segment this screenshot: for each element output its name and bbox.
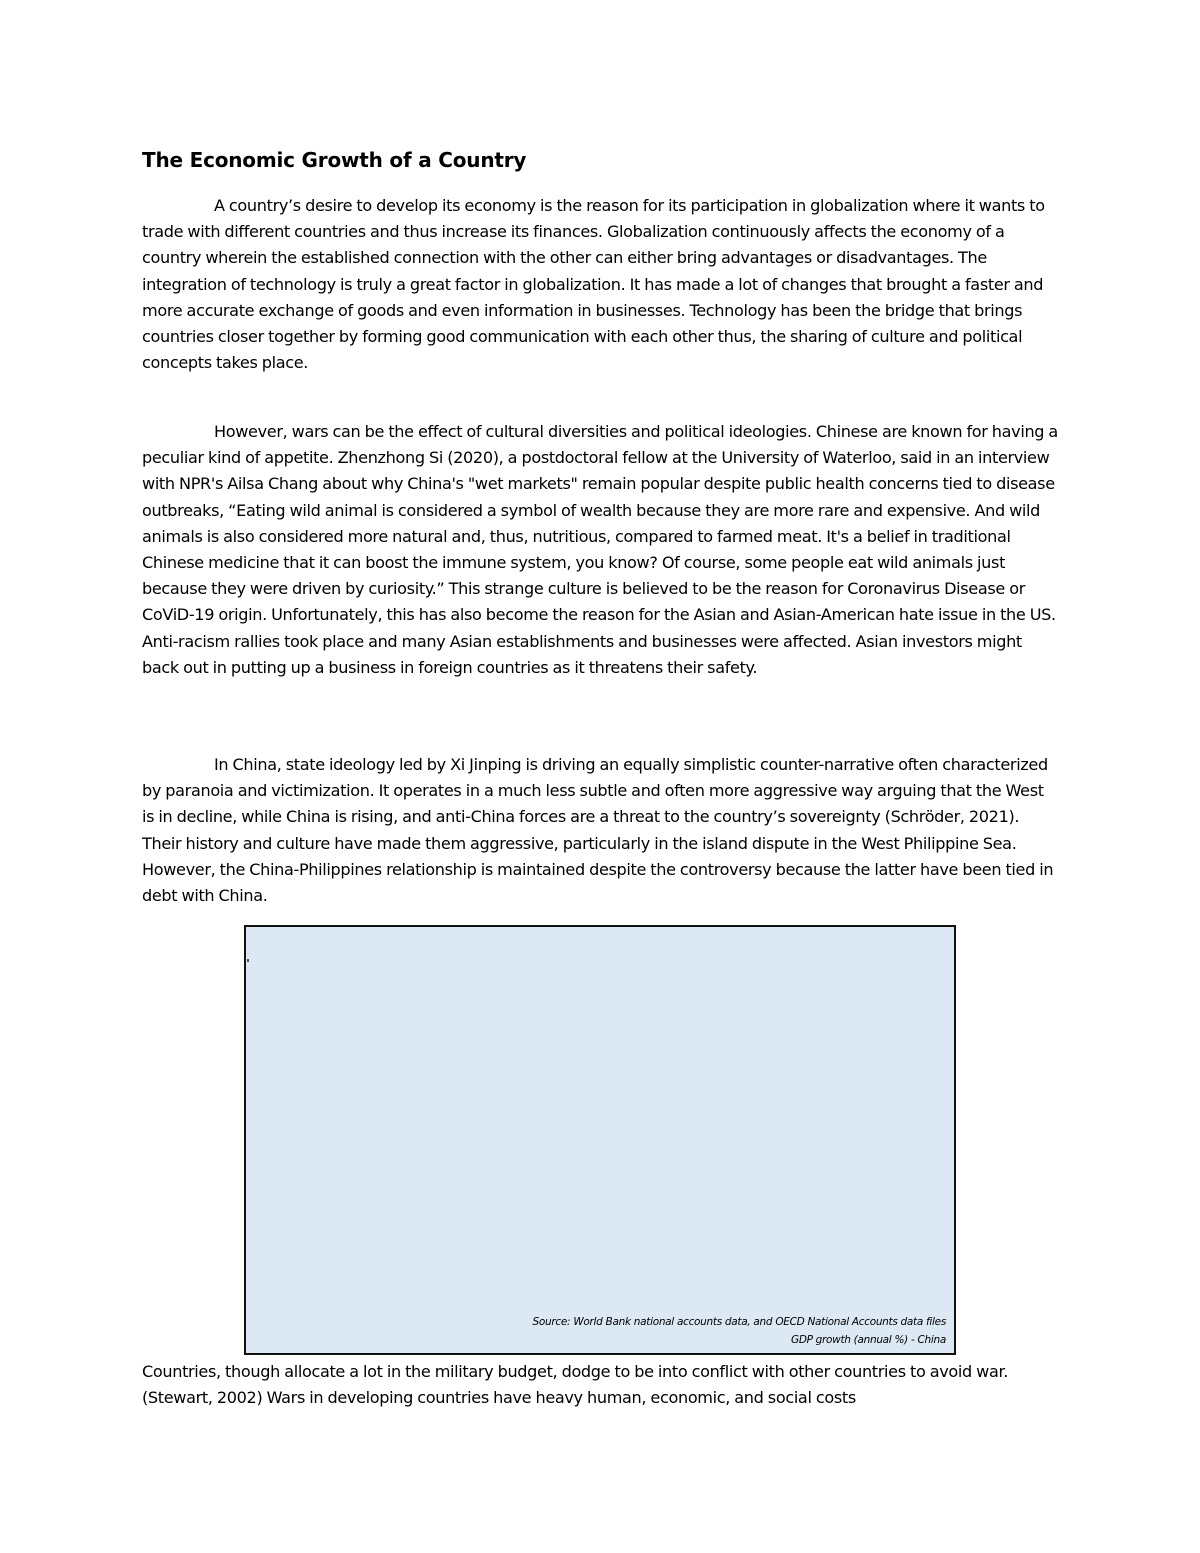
paragraph-globalization: A country’s desire to develop its economy is the reason for its participation in globalization where it wants to trade with different countries and thus increase its finances. Globalization continuously affects the economy of a country wherein the established connection with the other can either bring advantages or disadvantages. The integration of technology is truly a great factor in globalization. It has made a lot of changes that brought a faster and more accurate exchange of goods and even information in businesses. Technology has been the bridge that brings countries closer together by forming good communication with each other thus, the sharing of culture and political concepts takes place.	[142, 196, 1045, 373]
figure-tick-mark	[247, 959, 249, 962]
figure-source: Source: World Bank national accounts data, and OECD National Accounts data files	[532, 1316, 946, 1328]
paragraph-china-ideology: In China, state ideology led by Xi Jinping is driving an equally simplistic counter-narrative often characterized by paranoia and victimization. It operates in a much less subtle and often more aggressive way arguing that the West is in decline, while China is rising, and anti-China forces are a threat to the country’s sovereignty (Schröder, 2021). Their history and culture have made them aggressive, particularly in the island dispute in the West Philippine Sea. However, the China-Philippines relationship is maintained despite the controversy because the latter have been tied in debt with China.	[142, 755, 1054, 906]
figure-caption: GDP growth (annual %) - China	[790, 1334, 946, 1346]
chart-figure	[244, 925, 956, 1355]
paragraph-wars-culture: However, wars can be the effect of cultural diversities and political ideologies. Chinese are known for having a peculiar kind of appetite. Zhenzhong Si (2020), a postdoctoral fellow at the University of Waterloo, said in an interview with NPR's Ailsa Chang about why China's "wet markets" remain popular despite public health concerns tied to disease outbreaks, “Eating wild animal is considered a symbol of wealth because they are more rare and expensive. And wild animals is also considered more natural and, thus, nutritious, compared to farmed meat. It's a belief in traditional Chinese medicine that it can boost the immune system, you know? Of course, some people eat wild animals just because they were driven by curiosity.” This strange culture is believed to be the reason for Coronavirus Disease or CoViD-19 origin. Unfortunately, this has also become the reason for the Asian and Asian-American hate issue in the US. Anti-racism rallies took place and many Asian establishments and businesses were affected. Asian investors might back out in putting up a business in foreign countries as it threatens their safety.	[142, 422, 1058, 677]
document-title: The Economic Growth of a Country	[142, 148, 527, 172]
paragraph-military: Countries, though allocate a lot in the military budget, dodge to be into conflict with other countries to avoid war. (Stewart, 2002) Wars in developing countries have heavy human, economic, and social costs	[142, 1362, 1009, 1408]
